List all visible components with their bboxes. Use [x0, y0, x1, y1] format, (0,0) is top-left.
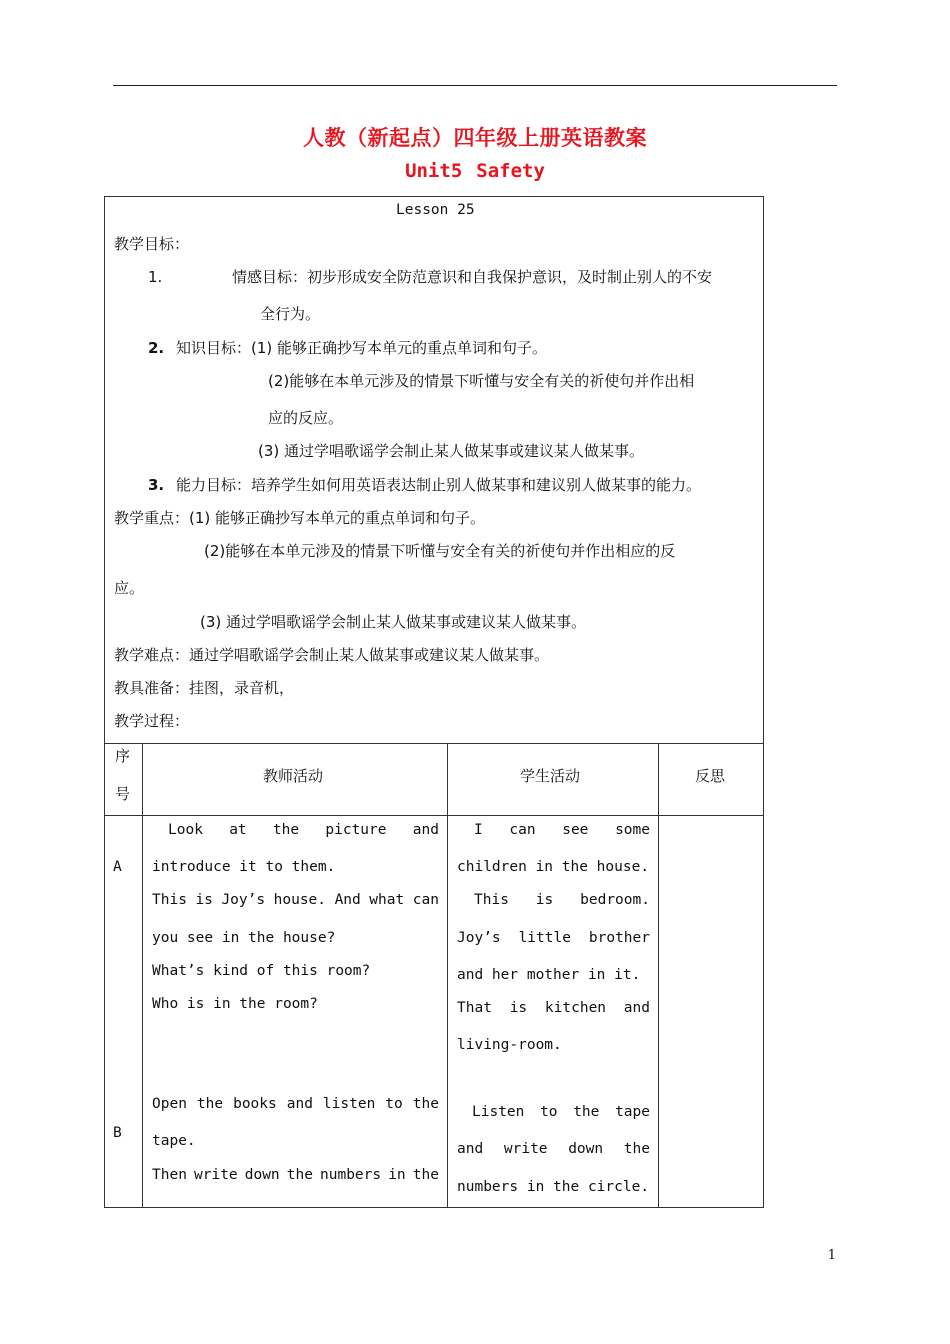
- table-header-border: [104, 815, 764, 816]
- word: and: [412, 822, 439, 838]
- unit-number: Unit5: [405, 160, 463, 182]
- row-a-student-line1: [474, 820, 650, 840]
- header-student: 学生活动: [520, 767, 581, 785]
- row-a-student-line7: living-room.: [457, 1037, 562, 1053]
- key-points-line3: 应。: [114, 579, 145, 597]
- word: what: [369, 892, 405, 908]
- unit-topic: Safety: [476, 160, 545, 182]
- table-col-divider-1: [142, 743, 143, 1208]
- word: at: [229, 822, 247, 838]
- word: the: [412, 1096, 439, 1112]
- word: And: [334, 892, 361, 908]
- row-b-teacher-line3: [152, 1165, 439, 1185]
- word: the: [196, 1096, 224, 1112]
- row-a-student-line2: children in the house.: [457, 859, 650, 875]
- row-a-teacher-line5: What’s kind of this room?: [152, 963, 371, 979]
- word: write: [194, 1167, 238, 1183]
- word: the: [573, 1104, 600, 1120]
- word: Look: [168, 822, 203, 838]
- word: That: [457, 1000, 492, 1016]
- objective-1-text-cont: 全行为。: [260, 305, 321, 323]
- objective-2-number: 2.: [148, 339, 165, 357]
- lesson-title: Lesson 25: [396, 202, 475, 218]
- word: is: [509, 1000, 528, 1016]
- objective-2-sub2: (2)能够在本单元涉及的情景下听懂与安全有关的祈使句并作出相: [268, 372, 695, 390]
- word: bedroom.: [580, 892, 650, 908]
- word: Listen: [472, 1104, 525, 1120]
- word: picture: [325, 822, 387, 838]
- word: Joy’s: [221, 892, 266, 908]
- header-seq-2: 号: [115, 785, 131, 803]
- word: numbers: [320, 1167, 382, 1183]
- header-teacher: 教师活动: [263, 767, 324, 785]
- word: Then: [152, 1167, 187, 1183]
- row-b-label: B: [113, 1125, 122, 1141]
- word: to: [385, 1096, 403, 1112]
- word: kitchen: [544, 1000, 607, 1016]
- table-col-divider-2: [447, 743, 448, 1208]
- word: Joy’s: [457, 930, 501, 946]
- word: the: [286, 1167, 313, 1183]
- word: down: [244, 1167, 280, 1183]
- row-a-label: A: [113, 859, 122, 875]
- word: write: [503, 1141, 548, 1157]
- key-points-line4: (3) 通过学唱歌谣学会制止某人做某事或建议某人做某事。: [200, 613, 587, 631]
- word: can: [412, 892, 439, 908]
- word: is: [195, 892, 213, 908]
- word: the: [412, 1167, 439, 1183]
- objective-1-number: 1.: [148, 268, 163, 286]
- word: see: [562, 822, 589, 838]
- row-a-teacher-line1: [168, 820, 439, 840]
- word: This: [152, 892, 187, 908]
- word: down: [568, 1141, 604, 1157]
- row-a-student-line4: [457, 928, 650, 948]
- row-b-student-line1: [472, 1102, 650, 1122]
- row-b-teacher-line2: tape.: [152, 1133, 196, 1149]
- row-a-student-line3: [474, 890, 650, 910]
- word: little: [518, 930, 571, 946]
- word: I: [474, 822, 483, 838]
- objective-1-text: 情感目标：初步形成安全防范意识和自我保护意识，及时制止别人的不安: [232, 268, 713, 286]
- row-a-teacher-line3: [152, 890, 439, 910]
- header-reflect: 反思: [695, 767, 726, 785]
- word: listen: [322, 1096, 376, 1112]
- word: This: [474, 892, 509, 908]
- materials-text: 教具准备：挂图，录音机，: [114, 679, 295, 697]
- page-number: 1: [827, 1248, 836, 1263]
- objective-2-text: 知识目标：(1) 能够正确抄写本单元的重点单词和句子。: [176, 339, 548, 357]
- row-a-student-line6: [457, 998, 650, 1018]
- row-a-teacher-line4: you see in the house?: [152, 930, 336, 946]
- word: and: [286, 1096, 313, 1112]
- key-points-line2: (2)能够在本单元涉及的情景下听懂与安全有关的祈使句并作出相应的反: [204, 542, 676, 560]
- word: in: [388, 1167, 406, 1183]
- row-b-student-line3: numbers in the circle.: [457, 1179, 650, 1195]
- word: and: [623, 1000, 650, 1016]
- header-seq-1: 序: [115, 747, 131, 765]
- objective-2-sub3: (3) 通过学唱歌谣学会制止某人做某事或建议某人做某事。: [258, 442, 645, 460]
- word: house.: [273, 892, 327, 908]
- row-a-teacher-line6: Who is in the room?: [152, 996, 318, 1012]
- row-b-teacher-line1: [152, 1094, 439, 1114]
- word: the: [623, 1141, 650, 1157]
- word: some: [615, 822, 650, 838]
- row-b-student-line2: [457, 1139, 650, 1159]
- word: and: [457, 1141, 484, 1157]
- word: is: [535, 892, 554, 908]
- word: brother: [588, 930, 650, 946]
- process-heading: 教学过程：: [114, 712, 190, 730]
- word: to: [540, 1104, 558, 1120]
- word: the: [272, 822, 300, 838]
- row-a-student-line5: and her mother in it.: [457, 967, 641, 983]
- table-top-border: [104, 743, 764, 744]
- unit-title: [0, 160, 950, 182]
- objective-3-text: 能力目标：培养学生如何用英语表达制止别人做某事和建议别人做某事的能力。: [176, 476, 702, 494]
- table-col-divider-3: [658, 743, 659, 1208]
- word: Open: [152, 1096, 187, 1112]
- objective-2-sub2-cont: 应的反应。: [268, 409, 344, 427]
- word: books: [233, 1096, 277, 1112]
- objective-3-number: 3.: [148, 476, 165, 494]
- word: can: [509, 822, 536, 838]
- objectives-heading: 教学目标：: [114, 235, 190, 253]
- row-a-teacher-line2: introduce it to them.: [152, 859, 336, 875]
- difficulty-text: 教学难点：通过学唱歌谣学会制止某人做某事或建议某人做某事。: [114, 646, 550, 664]
- key-points-line1: 教学重点：(1) 能够正确抄写本单元的重点单词和句子。: [114, 509, 486, 527]
- header-rule: [113, 85, 837, 86]
- document-title: 人教（新起点）四年级上册英语教案: [303, 126, 647, 150]
- word: tape: [615, 1104, 650, 1120]
